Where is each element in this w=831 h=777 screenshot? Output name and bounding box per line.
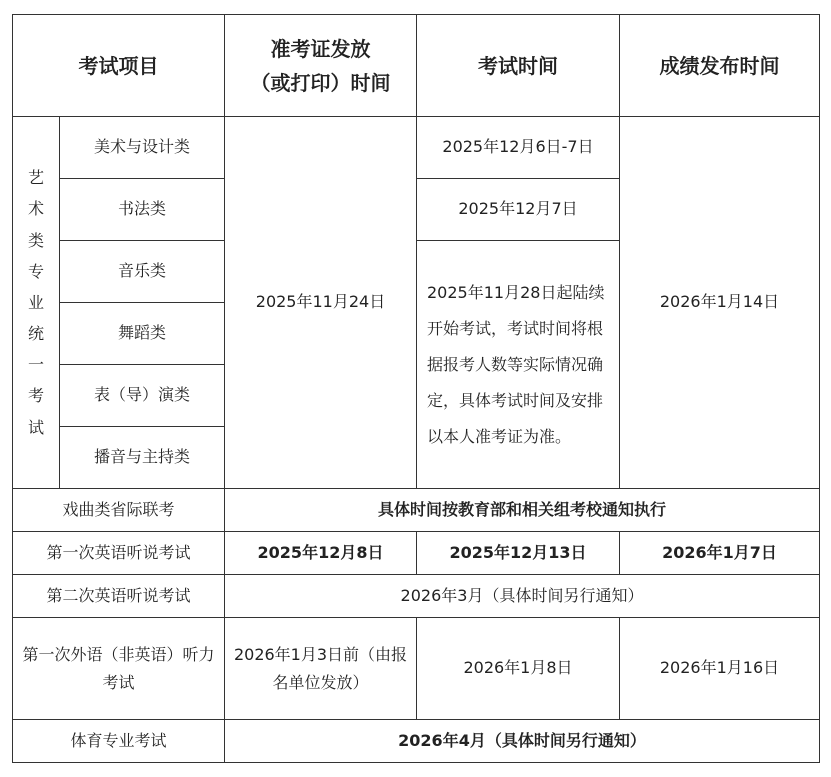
header-ticket-line2: （或打印）时间	[250, 70, 391, 95]
english1-item: 第一次英语听说考试	[13, 532, 225, 575]
sports-note: 2026年4月（具体时间另行通知）	[225, 720, 820, 763]
foreign-result-time: 2026年1月16日	[620, 618, 820, 720]
art-ticket-time: 2025年11月24日	[225, 117, 417, 489]
table-row	[13, 575, 820, 618]
header-ticket-time	[225, 15, 417, 117]
art-exam-time-calligraphy: 2025年12月7日	[417, 179, 620, 241]
english1-result-time: 2026年1月7日	[620, 532, 820, 575]
art-subject: 音乐类	[60, 241, 225, 303]
art-subject: 播音与主持类	[60, 427, 225, 489]
header-exam-time: 考试时间	[417, 15, 620, 117]
art-subject: 美术与设计类	[60, 117, 225, 179]
art-exam-time-fine-art: 2025年12月6日-7日	[417, 117, 620, 179]
header-item: 考试项目	[13, 15, 225, 117]
opera-note: 具体时间按教育部和相关组考校通知执行	[225, 489, 820, 532]
header-ticket-line1: 准考证发放	[270, 36, 371, 61]
sports-item: 体育专业考试	[13, 720, 225, 763]
art-exam-time-others: 2025年11月28日起陆续开始考试，考试时间将根据报考人数等实际情况确定，具体考试时间及安排以本人准考证为准。	[417, 241, 620, 489]
art-subject: 表（导）演类	[60, 365, 225, 427]
header-result-time: 成绩发布时间	[620, 15, 820, 117]
table-row	[13, 618, 820, 720]
table-row	[13, 117, 820, 179]
table-row	[13, 489, 820, 532]
exam-schedule-table	[12, 14, 820, 763]
foreign-item: 第一次外语（非英语）听力考试	[13, 618, 225, 720]
art-result-time: 2026年1月14日	[620, 117, 820, 489]
foreign-ticket-time: 2026年1月3日前（由报名单位发放）	[225, 618, 417, 720]
english1-ticket-time: 2025年12月8日	[225, 532, 417, 575]
table-row	[13, 720, 820, 763]
art-subject: 书法类	[60, 179, 225, 241]
art-group-label: 艺 术 类 专 业 统 一 考 试	[13, 117, 60, 489]
art-subject: 舞蹈类	[60, 303, 225, 365]
foreign-exam-time: 2026年1月8日	[417, 618, 620, 720]
opera-item: 戏曲类省际联考	[13, 489, 225, 532]
header-row	[13, 15, 820, 117]
exam-schedule	[12, 14, 820, 763]
english2-item: 第二次英语听说考试	[13, 575, 225, 618]
table-row	[13, 532, 820, 575]
english1-exam-time: 2025年12月13日	[417, 532, 620, 575]
english2-note: 2026年3月（具体时间另行通知）	[225, 575, 820, 618]
